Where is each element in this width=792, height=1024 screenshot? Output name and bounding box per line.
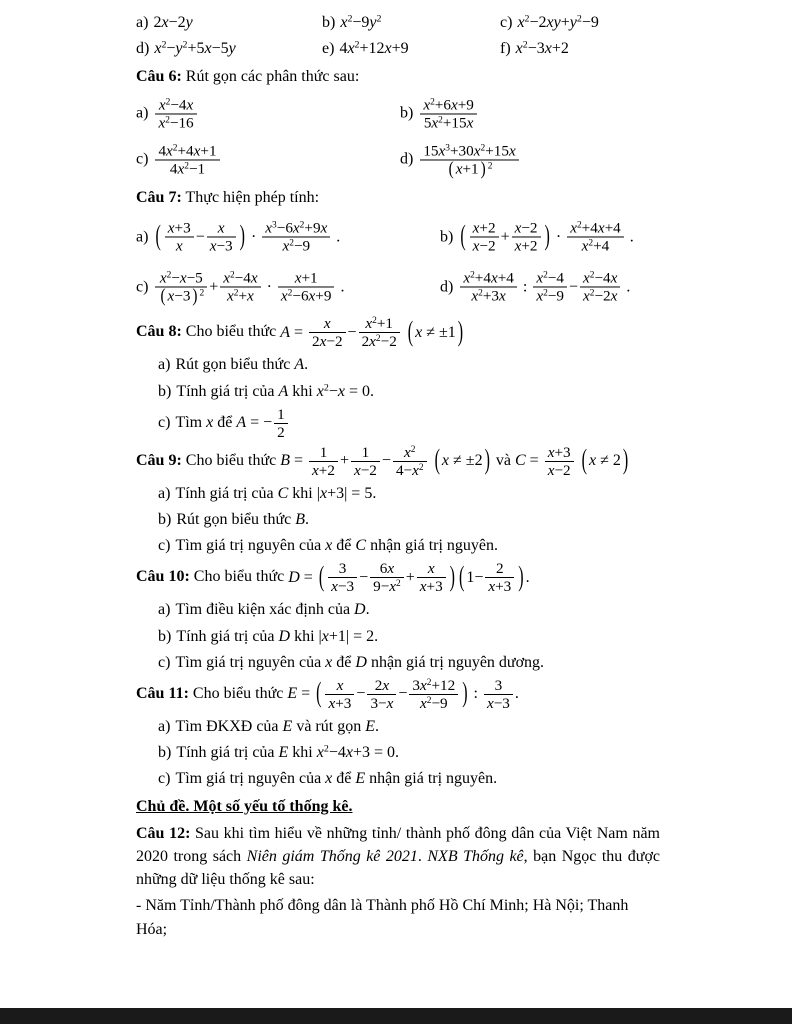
text-run: Rút gọn biểu thức [175,356,295,374]
fraction: $\frac{6x}{9-x^2}$ [370,560,404,595]
part-label: c) [158,537,171,555]
math-expression: B = $\frac{1}{x+2}$ + $\frac{1}{x-2}$ − $\frac{x^2}{4-x^2}$ ( x ≠ ±2 ) [280,452,492,469]
exercise-part [158,651,660,674]
big-paren-close: ) [544,220,550,252]
text-run: Cho biểu thức [181,452,281,469]
math-expression: C = $\frac{x+3}{x-2}$ ( x ≠ 2 ) [515,452,630,469]
big-paren-open: ( [407,316,414,348]
math-expression: A = − $\frac{1}{2}$ [236,414,289,431]
question-11 [136,677,660,712]
math-item-b [440,220,634,255]
item-label: a) [136,228,149,246]
exercise-part [158,767,660,790]
part-label: a) [158,718,171,736]
text-run: để [332,537,356,555]
math-item-d [400,143,521,178]
math-expression: $x^2-y^2+5x-5y$ [154,39,236,57]
math-expression: |x+1| = 2 [318,627,375,645]
math-expression [153,96,198,132]
math-expression: D [355,653,367,671]
text-run: . [304,356,309,374]
text-run: Tính giá trị của [176,744,279,762]
page-bottom-bar [0,1008,792,1024]
math-expression: $x^2-3x+2$ [515,39,569,57]
fraction: $\frac{x+3}{x}$ [165,220,194,255]
fraction: $\frac{1}{x-2}$ [351,444,380,479]
text-run: . [395,744,399,762]
text-run: Cho biểu thức [188,685,288,703]
exercise-part [158,625,660,648]
math-grid-row [136,137,660,183]
text-run: Tính giá trị của [176,627,279,645]
big-paren-open: ( [460,220,466,252]
math-item-a [136,14,193,32]
text-run: Cho biểu thức [189,568,289,586]
fraction: $\frac{2}{x+3}$ [485,560,514,595]
text-run: Rút gọn các phân thức sau: [181,68,360,85]
text-run: Tìm giá trị nguyên của [175,537,326,555]
question-6 [136,65,660,88]
math-expression: A = $\frac{x}{2x-2}$ − $\frac{x^2+1}{2x^2-2}$ ( x ≠ ±1 ) [280,324,465,341]
math-item-a [136,220,340,255]
fraction: $\frac{1}{2}$ [274,406,288,441]
math-item-c [500,14,599,32]
text-run: . [365,601,370,619]
item-label: d) [400,150,414,168]
text-run: để [332,770,356,788]
big-paren-open: ( [459,561,465,593]
big-paren-close: ) [518,561,524,593]
math-expression: x [325,770,333,788]
exercise-part [158,406,660,441]
fraction: $\frac{x+2}{x-2}$ [470,220,499,255]
item-label: c) [500,14,513,31]
fraction: $\frac{x^2+6x+9}{5x^2+15x}$ [420,97,477,132]
text-run: để [332,653,356,671]
question-label: Câu 9: [136,452,182,469]
math-item-d [440,270,630,305]
math-expression: E [365,718,375,736]
question-8 [136,315,660,350]
item-label: e) [322,40,335,57]
exercise-part [158,598,660,621]
exercise-part [158,741,660,764]
part-label: a) [158,484,171,502]
exercise-part [158,353,660,376]
part-label: c) [158,413,171,431]
math-expression: E [282,718,293,736]
math-expression [418,142,520,180]
math-item-c [136,270,344,305]
math-expression: C [355,537,367,555]
text-run: Tìm giá trị nguyên của [175,653,326,671]
italic-text: Niên giám Thống kê 2021 [246,847,418,865]
part-label: a) [158,356,171,374]
fraction: $\frac{x}{x+3}$ [417,560,446,595]
part-label: b) [158,627,172,645]
text-run: . [369,382,374,400]
item-label: b) [322,14,336,31]
math-expression: $x^2-2xy+y^2-9$ [517,13,599,31]
math-item-b [322,14,381,32]
text-run: nhận giá trị nguyên dương. [366,653,545,671]
math-expression: x [325,653,333,671]
question-label: Câu 10: [136,568,190,586]
big-paren-close: ) [457,316,464,348]
question-label: Câu 7: [136,189,182,207]
math-expression [418,96,479,132]
question-label: Câu 6: [136,68,182,85]
part-label: b) [158,744,172,762]
big-paren-open: ( [581,445,587,476]
big-paren-close: ) [239,220,245,252]
math-expression: E [355,770,366,788]
text-run: . [374,627,379,645]
fraction: $\frac{x^2}{4-x^2}$ [393,444,427,479]
math-expression: A [278,382,289,400]
text-run: Thực hiện phép tính: [181,189,320,207]
big-paren-open: ( [155,220,161,252]
exercise-part [158,508,660,531]
math-expression: D = ( $\frac{3}{x-3}$ − $\frac{6x}{9-x^2}$ + $\frac{x}{x+3}$ ) ( 1− $\frac{2}{x+3}$ ) . [288,569,529,586]
math-expression: $x^2-x = 0$ [316,382,370,400]
math-expression: $4x^2+12x+9$ [339,39,409,57]
big-paren-open: ( [434,445,440,476]
fraction: $\frac{4x^2+4x+1}{4x^2-1}$ [155,143,219,178]
item-label: b) [440,228,454,246]
math-item-d [136,40,236,58]
math-expression: E = ( $\frac{x}{x+3}$ − $\frac{2x}{3-x}$ − $\frac{3x^2+12}{x^2-9}$ ) : $\frac{3}{x-3}$ . [287,685,519,702]
math-item-e [322,40,409,58]
text-run: khi [290,627,319,645]
math-expression [153,142,221,178]
fraction: $\frac{x+3}{x-2}$ [545,444,574,479]
big-paren-close: ) [480,158,486,180]
item-label: f) [500,40,511,57]
text-run: Rút gọn biểu thức [176,511,296,529]
exercise-part [158,482,660,505]
text-run: , bạn Ngọc thu được những dữ liệu thống kê sau: [136,847,661,889]
math-expression: 2x−2y [153,14,193,31]
math-expression: |x+3| = 5 [316,484,373,502]
math-expression: $\frac{x^2+4x+4}{x^2+3x}$ : $\frac{x^2-4}{x^2-9}$ − $\frac{x^2-4x}{x^2-2x}$ . [458,278,630,295]
text-run: . [374,718,379,736]
question-7-grid [136,212,660,312]
math-expression: x [325,537,333,555]
text-run: khi [288,744,317,762]
big-paren-close: ) [462,678,468,709]
fraction: $\frac{3}{x-3}$ [328,560,357,595]
text-run: Tính giá trị của [175,484,278,502]
math-item-c [136,143,222,178]
fraction: $\frac{x^2+4x+4}{x^2+4}$ [567,220,624,255]
text-run: khi [288,382,317,400]
document-content [136,8,660,944]
text-run: và [491,452,515,469]
fraction: $\frac{x}{x-3}$ [207,220,236,255]
math-expression: $x^2-4x+3 = 0$ [316,743,395,762]
math-expression: E [278,744,289,762]
fraction: $\frac{x^3-6x^2+9x}{x^2-9}$ [262,220,330,255]
fraction: $\frac{x}{x+3}$ [325,677,354,712]
question-label: Câu 12: [136,824,191,842]
text-run: nhận giá trị nguyên. [365,770,498,788]
math-expression: x [206,413,214,431]
fraction: $\frac{3}{x-3}$ [484,677,513,712]
fraction: $\frac{x}{2x-2}$ [309,315,346,350]
text-run: khi [288,484,317,502]
item-label: a) [136,104,149,122]
fraction: $\frac{x^2-4x}{x^2-16}$ [155,97,196,132]
italic-text: NXB Thống kê [427,847,524,865]
math-expression: B [295,511,305,529]
text-run: Cho biểu thức [181,323,281,341]
math-expression: D [278,627,291,645]
big-paren-close: ) [484,445,490,476]
math-expression: $x^2-9y^2$ [340,13,382,31]
exercise-part [158,534,660,557]
fraction: $\frac{x^2-4x}{x^2-2x}$ [580,270,620,305]
fraction: $\frac{3x^2+12}{x^2-9}$ [409,677,458,712]
math-expression: A [294,356,305,374]
item-label: d) [440,278,454,296]
text-run: . [417,847,428,865]
factoring-items-grid [136,10,660,62]
exercise-part [158,380,660,403]
part-label: b) [158,382,172,400]
math-grid-row [136,262,660,312]
question-6-grid [136,91,660,183]
fraction: $\frac{x^2-4}{x^2-9}$ [533,270,567,305]
fraction: $\frac{1}{x+2}$ [309,444,338,479]
fraction: $\frac{2x}{3-x}$ [367,677,396,712]
item-label: a) [136,14,149,31]
math-expression: D [354,601,366,619]
fraction: $\frac{x^2+4x+4}{x^2+3x}$ [460,270,517,305]
question-10 [136,560,660,595]
question-7 [136,186,660,209]
question-label: Câu 8: [136,323,182,341]
math-item-b [400,97,479,132]
part-label: c) [158,770,171,788]
big-paren-open: ( [318,561,325,593]
item-label: c) [136,150,149,168]
fraction: $\frac{x^2-x-5}{( x-3 ) ^2}$ [155,270,207,305]
text-run: . [372,484,377,502]
fraction: $\frac{x+1}{x^2-6x+9}$ [278,270,335,305]
question-label: Câu 11: [136,685,189,703]
text-run: Tìm điều kiện xác định của [175,601,355,619]
text-run: Tìm ĐKXĐ của [175,718,283,736]
text-run: Sau khi tìm hiểu về những tỉnh/ thành phố đông dân của Việt Nam năm 2020 trong sách [136,824,661,865]
math-item-f [500,40,569,58]
math-grid-row [136,212,660,262]
math-grid-row [136,91,660,137]
big-paren-close: ) [622,445,629,476]
item-label: b) [400,104,414,122]
math-expression: ( $\frac{x+2}{x-2}$ + $\frac{x-2}{x+2}$ ) · $\frac{x^2+4x+4}{x^2+4}$ . [460,219,634,255]
math-expression: C [277,484,289,502]
part-label: a) [158,601,171,619]
exercise-part [158,715,660,738]
big-paren-close: ) [449,561,455,593]
big-paren-close: ) [192,285,198,307]
part-label: c) [158,653,171,671]
item-label: c) [136,278,149,296]
math-expression: ( $\frac{x+3}{x}$ − $\frac{x}{x-3}$ ) · $\frac{x^3-6x^2+9x}{x^2-9}$ . [155,219,341,255]
math-grid-row [136,10,660,36]
math-item-a [136,97,199,132]
question-9 [136,444,660,479]
fraction: $\frac{x^2-4x}{x^2+x}$ [220,270,260,305]
dash-line-provinces [136,894,660,940]
section-heading-statistics: Chủ đề. Một số yếu tố thống kê. [136,797,353,815]
text-run: - Năm Tỉnh/Thành phố đông dân là Thành phố Hồ Chí Minh; Hà Nội; Thanh Hóa; [136,897,629,938]
fraction: $\frac{15x^3+30x^2+15x}{( x+1 ) ^2}$ [420,143,518,178]
fraction: $\frac{x^2+1}{2x^2-2}$ [359,315,400,350]
big-paren-open: ( [160,285,166,307]
text-run: Tìm giá trị nguyên của [175,770,326,788]
big-paren-open: ( [448,158,454,180]
text-run: và rút gọn [292,718,366,736]
text-run: để [213,413,237,431]
math-expression: $\frac{x^2-x-5}{( x-3 ) ^2}$ + $\frac{x^2-4x}{x^2+x}$ · $\frac{x+1}{x^2-6x+9}$ . [153,278,344,295]
item-label: d) [136,40,150,57]
big-paren-open: ( [316,678,322,709]
text-run: nhận giá trị nguyên. [366,537,499,555]
text-run: Tìm [175,413,207,431]
fraction: $\frac{x-2}{x+2}$ [512,220,541,255]
question-12 [136,822,660,892]
math-grid-row [136,36,660,62]
text-run: Tính giá trị của [176,382,279,400]
text-run: . [305,511,309,529]
part-label: b) [158,511,172,529]
